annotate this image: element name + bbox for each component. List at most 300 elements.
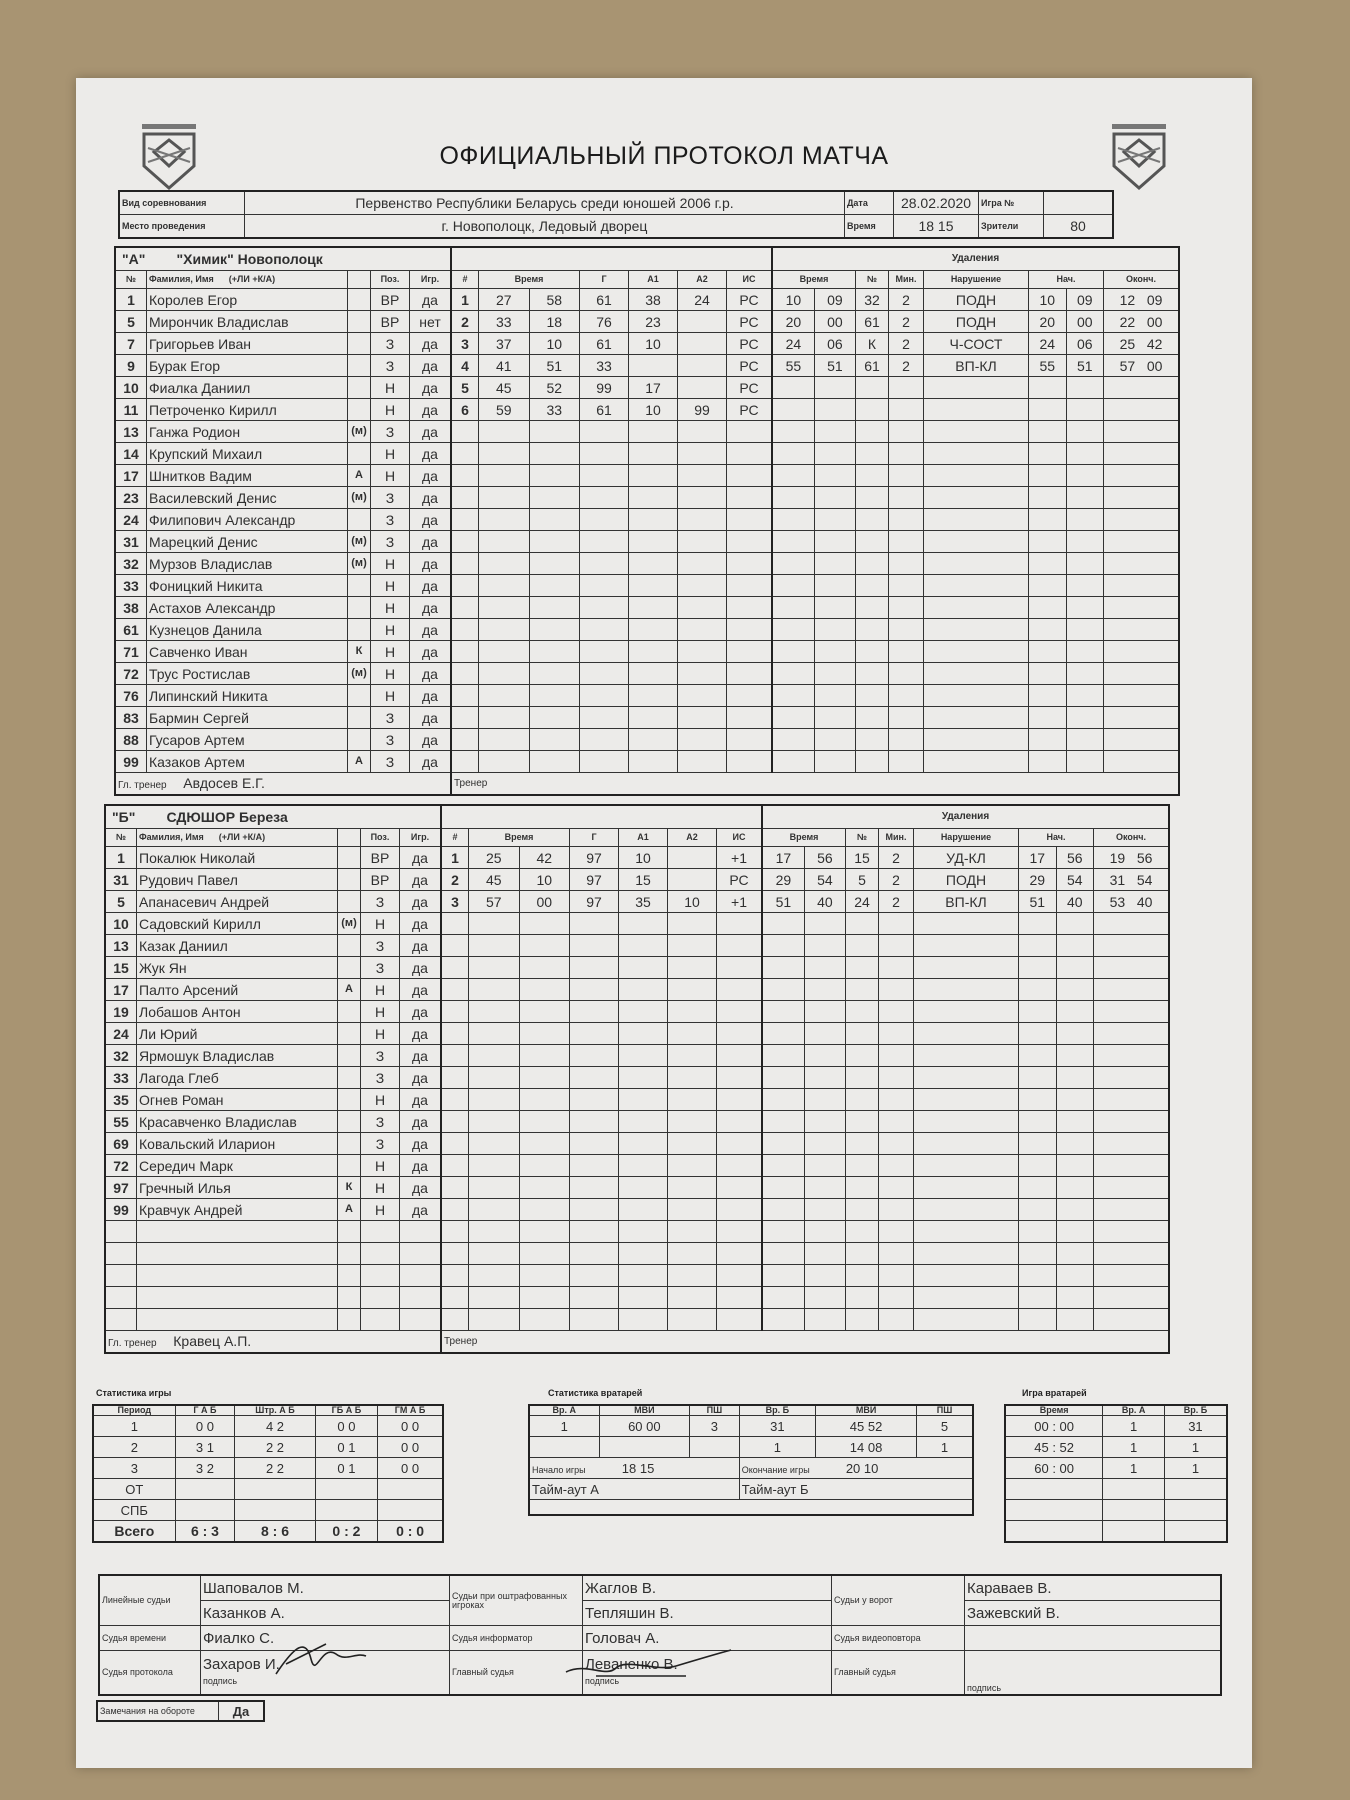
penalty-end: [1104, 311, 1180, 333]
empty-row: [105, 1309, 1169, 1331]
empty-cell: [1019, 935, 1057, 957]
player-mark: [348, 597, 371, 619]
empty-cell: [1094, 1287, 1170, 1309]
empty-cell: [1104, 751, 1180, 773]
player-position: Н: [371, 597, 410, 619]
goal-second: 58: [529, 289, 580, 311]
goalie-play-cell: 1: [1103, 1416, 1165, 1437]
empty-cell: [629, 619, 678, 641]
empty-cell: [668, 1023, 717, 1045]
empty-cell: [1094, 913, 1170, 935]
empty-cell: [717, 1001, 763, 1023]
player-position: ВР: [371, 311, 410, 333]
empty-cell: [469, 935, 520, 957]
empty-cell: [529, 421, 580, 443]
empty-cell: [529, 443, 580, 465]
linesman-1: Шаповалов М.: [201, 1575, 450, 1601]
empty-cell: [479, 531, 530, 553]
player-number: 19: [105, 1001, 137, 1023]
empty-cell: [678, 641, 727, 663]
remarks-box: [96, 1700, 265, 1722]
player-position: Н: [371, 377, 410, 399]
empty-cell: [889, 421, 924, 443]
goal-second: 42: [519, 847, 570, 869]
empty-cell: [580, 553, 629, 575]
empty-cell: [519, 1309, 570, 1331]
empty-cell: [1056, 1133, 1094, 1155]
col-name: [137, 829, 338, 847]
empty-cell: [519, 913, 570, 935]
goal-scorer: 97: [570, 891, 619, 913]
player-mark: [348, 289, 371, 311]
goal-second: 18: [529, 311, 580, 333]
player-played: да: [410, 421, 452, 443]
empty-cell: [619, 1309, 668, 1331]
signature-label: подпись: [203, 1676, 238, 1687]
goalie-cell: [529, 1437, 599, 1458]
player-mark: [338, 1133, 361, 1155]
empty-cell: [762, 1045, 804, 1067]
player-row: [105, 1133, 1169, 1155]
player-number: 71: [115, 641, 147, 663]
empty-cell: [361, 1221, 400, 1243]
player-position: Н: [361, 1089, 400, 1111]
empty-cell: [451, 575, 479, 597]
col-pen-violation: Нарушение: [914, 829, 1019, 847]
empty-cell: [441, 935, 469, 957]
empty-cell: [668, 1199, 717, 1221]
empty-cell: [856, 619, 889, 641]
player-name: Крупский Михаил: [147, 443, 348, 465]
empty-cell: [529, 575, 580, 597]
stats-cell: [175, 1500, 235, 1521]
empty-cell: [1056, 1045, 1094, 1067]
empty-cell: [1094, 1265, 1170, 1287]
empty-cell: [1164, 1521, 1227, 1543]
player-position: Н: [361, 1155, 400, 1177]
page-title: ОФИЦИАЛЬНЫЙ ПРОТОКОЛ МАТЧА: [439, 142, 889, 170]
empty-cell: [772, 465, 814, 487]
empty-cell: [1066, 619, 1104, 641]
goal-assist-1: 17: [629, 377, 678, 399]
empty-cell: [846, 1199, 879, 1221]
empty-cell: [678, 421, 727, 443]
player-number: 13: [105, 935, 137, 957]
player-played: нет: [410, 311, 452, 333]
penalties-title: Удаления: [772, 247, 1179, 271]
player-row: [105, 913, 1169, 935]
empty-cell: [441, 913, 469, 935]
empty-cell: [441, 1001, 469, 1023]
empty-cell: [914, 913, 1019, 935]
signature-label: подпись: [585, 1676, 620, 1687]
empty-cell: [668, 1155, 717, 1177]
empty-cell: [668, 1089, 717, 1111]
empty-cell: [1056, 1067, 1094, 1089]
empty-cell: [1104, 465, 1180, 487]
player-played: да: [400, 869, 442, 891]
penalty-start-min: 51: [1019, 891, 1057, 913]
empty-cell: [814, 751, 855, 773]
goal-second: 10: [519, 869, 570, 891]
player-name: Ярмошук Владислав: [137, 1045, 338, 1067]
empty-cell: [717, 1309, 763, 1331]
player-name: Гусаров Артем: [147, 729, 348, 751]
penalty-end: [1094, 891, 1170, 913]
player-position: З: [371, 355, 410, 377]
empty-cell: [441, 1023, 469, 1045]
goal-situation: РС: [727, 377, 773, 399]
goal-scorer: 97: [570, 847, 619, 869]
empty-cell: [762, 935, 804, 957]
empty-cell: [668, 1221, 717, 1243]
empty-cell: [1019, 1133, 1057, 1155]
empty-cell: [717, 1155, 763, 1177]
goal-assist-2: [678, 311, 727, 333]
penalty-minute: 10: [772, 289, 814, 311]
player-number: 17: [105, 979, 137, 1001]
player-played: да: [400, 1067, 442, 1089]
empty-cell: [580, 531, 629, 553]
empty-cell: [1094, 1001, 1170, 1023]
empty-cell: [629, 443, 678, 465]
empty-cell: [804, 1089, 845, 1111]
empty-cell: [889, 487, 924, 509]
player-name: Кравчук Андрей: [137, 1199, 338, 1221]
empty-cell: [1104, 377, 1180, 399]
goal-assist-2: [678, 377, 727, 399]
col-name-label: Фамилия, Имя: [139, 832, 204, 842]
empty-cell: [889, 575, 924, 597]
empty-cell: [762, 1067, 804, 1089]
empty-cell: [762, 1155, 804, 1177]
empty-cell: [762, 1111, 804, 1133]
empty-cell: [529, 685, 580, 707]
empty-cell: [762, 1023, 804, 1045]
competition-value: Первенство Республики Беларусь среди юношей 2006 г.р.: [245, 191, 845, 215]
goalie-row: [529, 1437, 973, 1458]
player-mark: [348, 729, 371, 751]
empty-cell: [1066, 597, 1104, 619]
empty-cell: [137, 1243, 338, 1265]
date-value: 28.02.2020: [894, 191, 979, 215]
referee-2-label: Главный судья: [832, 1651, 965, 1695]
goal-index: 3: [451, 333, 479, 355]
empty-cell: [1019, 1309, 1057, 1331]
goal-situation: РС: [727, 333, 773, 355]
player-name: Казак Даниил: [137, 935, 338, 957]
empty-cell: [924, 575, 1029, 597]
penalty-minute: 51: [762, 891, 804, 913]
player-row: [105, 935, 1169, 957]
col-goal-scorer: Г: [570, 829, 619, 847]
player-mark: [338, 1023, 361, 1045]
empty-cell: [1019, 913, 1057, 935]
player-number: 24: [105, 1023, 137, 1045]
empty-cell: [570, 1089, 619, 1111]
empty-cell: [1029, 421, 1067, 443]
empty-cell: [451, 641, 479, 663]
penalty-violation: ВП-КЛ: [914, 891, 1019, 913]
empty-cell: [856, 421, 889, 443]
player-number: 31: [115, 531, 147, 553]
empty-cell: [814, 531, 855, 553]
empty-cell: [717, 1133, 763, 1155]
player-name: Ли Юрий: [137, 1023, 338, 1045]
goalie-stats-table: [528, 1404, 974, 1516]
game-label: Игра №: [979, 191, 1044, 215]
empty-cell: [519, 1089, 570, 1111]
player-row: [115, 597, 1179, 619]
player-mark: (м): [348, 553, 371, 575]
empty-cell: [1056, 1265, 1094, 1287]
penalty-minute: 20: [772, 311, 814, 333]
empty-cell: [629, 553, 678, 575]
player-mark: [348, 311, 371, 333]
empty-cell: [1056, 1199, 1094, 1221]
empty-cell: [1066, 641, 1104, 663]
col-pen-num: №: [856, 271, 889, 289]
empty-cell: [856, 443, 889, 465]
empty-cell: [529, 751, 580, 773]
empty-cell: [1164, 1500, 1227, 1521]
empty-cell: [846, 1287, 879, 1309]
goalie-col: Вр. А: [529, 1405, 599, 1416]
player-played: да: [400, 1045, 442, 1067]
stats-cell: ОТ: [93, 1479, 175, 1500]
player-number: 72: [105, 1155, 137, 1177]
empty-cell: [629, 641, 678, 663]
goal-assist-2: [678, 333, 727, 355]
empty-cell: [469, 1111, 520, 1133]
empty-cell: [762, 913, 804, 935]
player-number: 14: [115, 443, 147, 465]
stats-cell: 0 1: [315, 1437, 378, 1458]
player-name: Рудович Павел: [137, 869, 338, 891]
player-played: да: [400, 891, 442, 913]
player-name: Покалюк Николай: [137, 847, 338, 869]
empty-cell: [804, 1287, 845, 1309]
empty-cell: [1019, 1177, 1057, 1199]
empty-cell: [451, 707, 479, 729]
match-header: [118, 190, 1114, 239]
empty-cell: [1056, 957, 1094, 979]
goal-index: 1: [451, 289, 479, 311]
stats-col: Г А Б: [175, 1405, 235, 1416]
player-position: Н: [361, 1177, 400, 1199]
goalie-play-row: [1005, 1437, 1227, 1458]
player-row: [115, 751, 1179, 773]
empty-cell: [727, 487, 773, 509]
penalty-minute: 55: [772, 355, 814, 377]
stats-cell: 0 0: [315, 1416, 378, 1437]
linesmen-label: Линейные судьи: [99, 1575, 201, 1626]
stats-cell: 0 0: [378, 1437, 443, 1458]
player-number: 38: [115, 597, 147, 619]
empty-cell: [678, 531, 727, 553]
stats-cell: 0 0: [378, 1416, 443, 1437]
empty-cell: [727, 685, 773, 707]
penalty-end-min: 25: [1119, 335, 1136, 352]
empty-cell: [668, 1045, 717, 1067]
empty-cell: [619, 1001, 668, 1023]
empty-cell: [619, 1067, 668, 1089]
player-name: Садовский Кирилл: [137, 913, 338, 935]
player-row: [115, 729, 1179, 751]
player-row: [115, 509, 1179, 531]
player-row: [105, 1089, 1169, 1111]
penalty-violation: ВП-КЛ: [924, 355, 1029, 377]
player-mark: [338, 935, 361, 957]
stats-cell: 2: [93, 1437, 175, 1458]
player-name: Лагода Глеб: [137, 1067, 338, 1089]
player-played: да: [410, 707, 452, 729]
goalie-play-cell: 1: [1103, 1437, 1165, 1458]
linesman-2: Казанков А.: [201, 1601, 450, 1626]
empty-cell: [479, 553, 530, 575]
empty-row: [105, 1265, 1169, 1287]
empty-cell: [727, 663, 773, 685]
empty-cell: [469, 1265, 520, 1287]
empty-cell: [814, 597, 855, 619]
team-a-table: [114, 246, 1180, 796]
empty-cell: [846, 957, 879, 979]
empty-cell: [400, 1243, 442, 1265]
empty-cell: [762, 1243, 804, 1265]
empty-cell: [1094, 1067, 1170, 1089]
penalty-start-sec: 56: [1056, 847, 1094, 869]
player-played: да: [410, 751, 452, 773]
empty-cell: [814, 421, 855, 443]
empty-cell: [519, 1067, 570, 1089]
player-name: Шнитков Вадим: [147, 465, 348, 487]
empty-cell: [924, 443, 1029, 465]
empty-cell: [804, 957, 845, 979]
penalty-minutes: 2: [889, 333, 924, 355]
player-row: [105, 869, 1169, 891]
goal-assist-2: [668, 847, 717, 869]
player-position: Н: [361, 1001, 400, 1023]
player-row: [115, 619, 1179, 641]
empty-cell: [441, 1089, 469, 1111]
empty-cell: [441, 1287, 469, 1309]
empty-cell: [1104, 685, 1180, 707]
empty-cell: [1066, 685, 1104, 707]
player-row: [105, 1177, 1169, 1199]
goal-assist-2: 24: [678, 289, 727, 311]
player-name: Трус Ростислав: [147, 663, 348, 685]
empty-cell: [814, 575, 855, 597]
competition-label: Вид соревнования: [119, 191, 245, 215]
empty-cell: [451, 597, 479, 619]
empty-cell: [629, 751, 678, 773]
empty-cell: [1056, 913, 1094, 935]
empty-cell: [1094, 1177, 1170, 1199]
col-situation: ИС: [717, 829, 763, 847]
empty-cell: [914, 1199, 1019, 1221]
empty-cell: [580, 641, 629, 663]
player-name: Григорьев Иван: [147, 333, 348, 355]
empty-cell: [1104, 729, 1180, 751]
empty-cell: [1066, 531, 1104, 553]
empty-cell: [914, 1001, 1019, 1023]
player-number: 69: [105, 1133, 137, 1155]
empty-cell: [441, 1265, 469, 1287]
coach-cell: [115, 773, 451, 796]
empty-cell: [924, 707, 1029, 729]
empty-cell: [879, 979, 914, 1001]
empty-cell: [451, 619, 479, 641]
goal-situation: РС: [727, 355, 773, 377]
empty-cell: [668, 1287, 717, 1309]
empty-cell: [451, 553, 479, 575]
empty-cell: [804, 913, 845, 935]
empty-cell: [105, 1243, 137, 1265]
goalie-play-row: [1005, 1458, 1227, 1479]
empty-cell: [762, 1309, 804, 1331]
empty-cell: [772, 597, 814, 619]
player-name: Василевский Денис: [147, 487, 348, 509]
goalie-cell: [599, 1437, 690, 1458]
col-pen-num: №: [846, 829, 879, 847]
informer: Головач А.: [583, 1626, 832, 1651]
empty-cell: [479, 641, 530, 663]
player-mark: [338, 1155, 361, 1177]
player-mark: [338, 1111, 361, 1133]
empty-cell: [1056, 1023, 1094, 1045]
goal-situation: РС: [727, 289, 773, 311]
empty-cell: [629, 685, 678, 707]
player-row: [105, 1045, 1169, 1067]
player-position: Н: [361, 979, 400, 1001]
penalty-violation: ПОДН: [924, 289, 1029, 311]
player-position: ВР: [361, 869, 400, 891]
penalty-start-min: 20: [1029, 311, 1067, 333]
empty-cell: [668, 935, 717, 957]
penalty-second: 40: [804, 891, 845, 913]
empty-cell: [619, 1089, 668, 1111]
empty-cell: [580, 685, 629, 707]
team-b-section: [104, 804, 1170, 1354]
player-position: З: [371, 509, 410, 531]
col-assist-1: А1: [629, 271, 678, 289]
empty-cell: [856, 663, 889, 685]
empty-cell: [924, 619, 1029, 641]
remarks-label: Замечания на обороте: [97, 1701, 219, 1721]
goals-spacer: [451, 247, 772, 271]
col-goal-time: Время: [469, 829, 570, 847]
empty-cell: [570, 1287, 619, 1309]
empty-cell: [451, 663, 479, 685]
empty-cell: [846, 1067, 879, 1089]
trainer-cell: Тренер: [451, 773, 1179, 796]
place-value: г. Новополоцк, Ледовый дворец: [245, 215, 845, 239]
empty-cell: [889, 641, 924, 663]
empty-cell: [619, 1155, 668, 1177]
empty-row: [105, 1221, 1169, 1243]
penalty-minute: 17: [762, 847, 804, 869]
player-row: [115, 575, 1179, 597]
empty-cell: [580, 707, 629, 729]
col-pen-time: Время: [762, 829, 846, 847]
player-mark: [338, 847, 361, 869]
empty-cell: [451, 443, 479, 465]
empty-cell: [469, 1067, 520, 1089]
player-mark: А: [338, 1199, 361, 1221]
player-position: Н: [371, 553, 410, 575]
date-label: Дата: [845, 191, 894, 215]
empty-cell: [619, 1133, 668, 1155]
